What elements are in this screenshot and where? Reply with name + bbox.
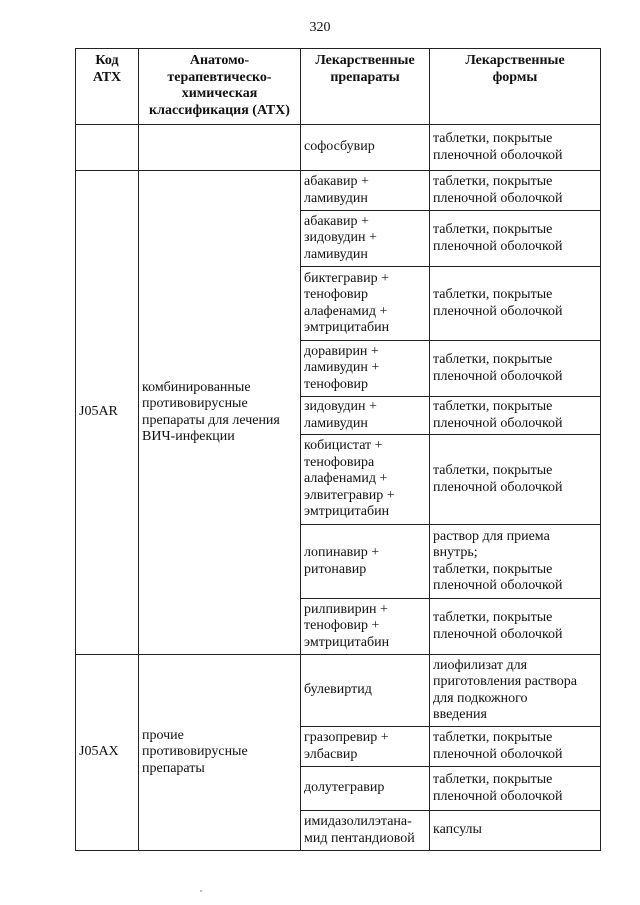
- form-cell: раствор для приема внутрь; таблетки, покрытые пленочной оболочкой: [430, 525, 601, 599]
- scan-speck: [200, 890, 202, 892]
- form-cell: таблетки, покрытые пленочной оболочкой: [430, 125, 601, 171]
- drug-cell: лопинавир + ритонавир: [301, 525, 430, 599]
- atx-code-cell: J05AR: [76, 171, 139, 655]
- form-cell: таблетки, покрытые пленочной оболочкой: [430, 727, 601, 767]
- atx-code-cell: J05AX: [76, 655, 139, 851]
- drug-cell: абакавир + зидовудин + ламивудин: [301, 211, 430, 267]
- header-drugs: Лекарственные препараты: [301, 49, 430, 125]
- form-cell: таблетки, покрытые пленочной оболочкой: [430, 267, 601, 341]
- form-cell: таблетки, покрытые пленочной оболочкой: [430, 341, 601, 397]
- drug-cell: гразопревир + элбасвир: [301, 727, 430, 767]
- classification-cell-empty: [139, 125, 301, 171]
- table-row: [76, 171, 601, 211]
- drug-cell: имидазолилэтана- мид пентандиовой: [301, 811, 430, 851]
- header-classification: Анатомо- терапевтическо- химическая классификация (АТХ): [139, 49, 301, 125]
- drug-cell: рилпивирин + тенофовир + эмтрицитабин: [301, 599, 430, 655]
- header-atx-code: Код АТХ: [76, 49, 139, 125]
- header-row: [76, 49, 601, 125]
- form-cell: лиофилизат для приготовления раствора для подкожного введения: [430, 655, 601, 727]
- classification-cell: прочие противовирусные препараты: [139, 655, 301, 851]
- drug-cell: булевиртид: [301, 655, 430, 727]
- drug-cell: софосбувир: [301, 125, 430, 171]
- atx-drug-table: [75, 48, 601, 851]
- drug-cell: зидовудин + ламивудин: [301, 397, 430, 435]
- drug-cell: биктегравир + тенофовир алафенамид + эмтрицитабин: [301, 267, 430, 341]
- table-header: [76, 49, 601, 125]
- drug-cell: кобицистат + тенофовира алафенамид + элвитегравир + эмтрицитабин: [301, 435, 430, 525]
- header-forms: Лекарственные формы: [430, 49, 601, 125]
- page-number: 320: [309, 20, 331, 35]
- table-body: [76, 125, 601, 851]
- code-cell-empty: [76, 125, 139, 171]
- drug-cell: долутегравир: [301, 767, 430, 811]
- form-cell: таблетки, покрытые пленочной оболочкой: [430, 599, 601, 655]
- form-cell: таблетки, покрытые пленочной оболочкой: [430, 397, 601, 435]
- form-cell: капсулы: [430, 811, 601, 851]
- form-cell: таблетки, покрытые пленочной оболочкой: [430, 171, 601, 211]
- form-cell: таблетки, покрытые пленочной оболочкой: [430, 767, 601, 811]
- table-row: [76, 125, 601, 171]
- drug-cell: абакавир + ламивудин: [301, 171, 430, 211]
- classification-cell: комбинированные противовирусные препараты для лечения ВИЧ-инфекции: [139, 171, 301, 655]
- form-cell: таблетки, покрытые пленочной оболочкой: [430, 435, 601, 525]
- table-row: [76, 655, 601, 727]
- drug-cell: доравирин + ламивудин + тенофовир: [301, 341, 430, 397]
- form-cell: таблетки, покрытые пленочной оболочкой: [430, 211, 601, 267]
